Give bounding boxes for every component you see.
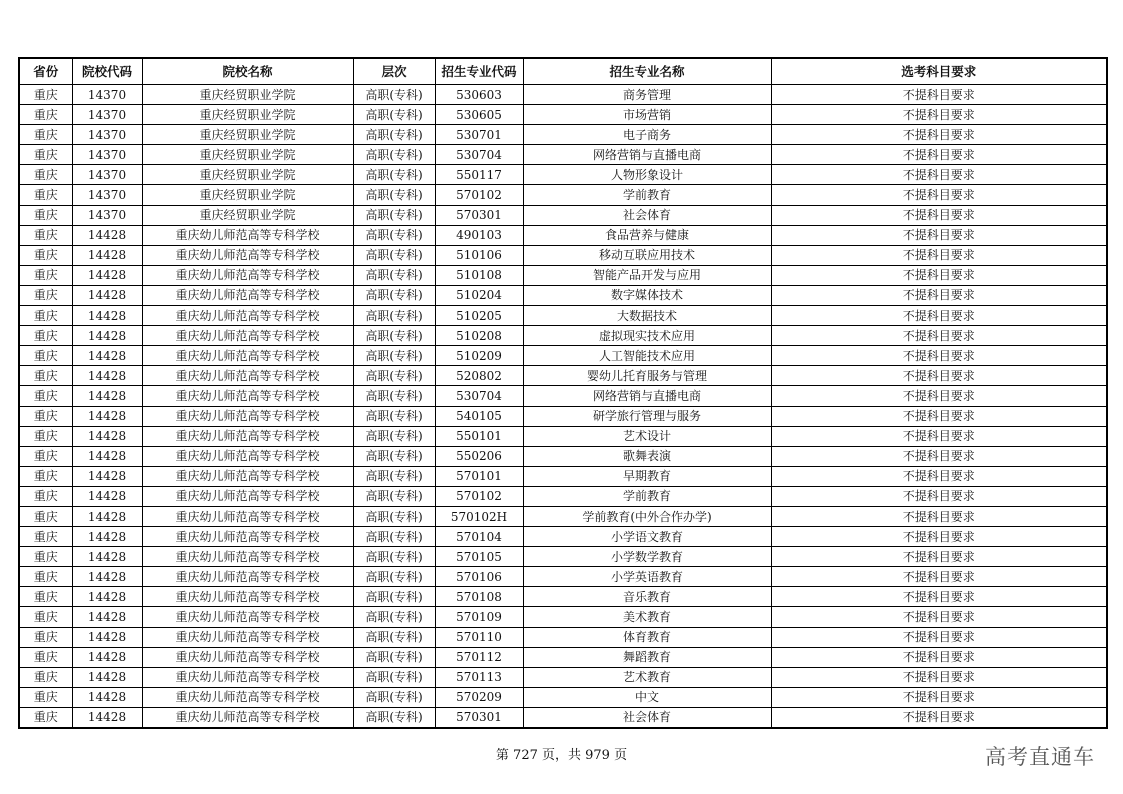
cell-province: 重庆 bbox=[19, 85, 72, 105]
cell-major-code: 510108 bbox=[435, 265, 523, 285]
cell-major-code: 570113 bbox=[435, 667, 523, 687]
cell-major-code: 570108 bbox=[435, 587, 523, 607]
cell-major-code: 570109 bbox=[435, 607, 523, 627]
cell-province: 重庆 bbox=[19, 667, 72, 687]
cell-school-code: 14428 bbox=[72, 486, 142, 506]
cell-school-name: 重庆幼儿师范高等专科学校 bbox=[142, 346, 353, 366]
header-school-code: 院校代码 bbox=[72, 58, 142, 85]
watermark-text: 高考直通车 bbox=[985, 745, 1095, 769]
table-row bbox=[19, 386, 1107, 406]
cell-school-code: 14428 bbox=[72, 346, 142, 366]
cell-province: 重庆 bbox=[19, 205, 72, 225]
table-row bbox=[19, 225, 1107, 245]
cell-school-code: 14428 bbox=[72, 366, 142, 386]
table-row bbox=[19, 306, 1107, 326]
cell-school-name: 重庆幼儿师范高等专科学校 bbox=[142, 607, 353, 627]
cell-major-name: 美术教育 bbox=[523, 607, 771, 627]
cell-major-code: 540105 bbox=[435, 406, 523, 426]
cell-major-name: 商务管理 bbox=[523, 85, 771, 105]
table-row bbox=[19, 707, 1107, 728]
cell-major-code: 570301 bbox=[435, 707, 523, 728]
cell-level: 高职(专科) bbox=[353, 366, 435, 386]
cell-school-code: 14370 bbox=[72, 125, 142, 145]
cell-school-code: 14428 bbox=[72, 326, 142, 346]
cell-level: 高职(专科) bbox=[353, 406, 435, 426]
cell-level: 高职(专科) bbox=[353, 486, 435, 506]
cell-school-name: 重庆幼儿师范高等专科学校 bbox=[142, 547, 353, 567]
cell-subject-requirement: 不提科目要求 bbox=[771, 707, 1107, 728]
cell-school-name: 重庆幼儿师范高等专科学校 bbox=[142, 627, 353, 647]
cell-level: 高职(专科) bbox=[353, 607, 435, 627]
cell-level: 高职(专科) bbox=[353, 687, 435, 707]
cell-province: 重庆 bbox=[19, 225, 72, 245]
cell-subject-requirement: 不提科目要求 bbox=[771, 527, 1107, 547]
table-row bbox=[19, 366, 1107, 386]
cell-school-name: 重庆幼儿师范高等专科学校 bbox=[142, 707, 353, 728]
table-row bbox=[19, 165, 1107, 185]
cell-school-code: 14370 bbox=[72, 85, 142, 105]
table-row bbox=[19, 326, 1107, 346]
cell-province: 重庆 bbox=[19, 125, 72, 145]
cell-level: 高职(专科) bbox=[353, 326, 435, 346]
cell-major-name: 市场营销 bbox=[523, 105, 771, 125]
cell-subject-requirement: 不提科目要求 bbox=[771, 105, 1107, 125]
table-row bbox=[19, 547, 1107, 567]
cell-school-name: 重庆幼儿师范高等专科学校 bbox=[142, 587, 353, 607]
cell-level: 高职(专科) bbox=[353, 567, 435, 587]
cell-school-code: 14428 bbox=[72, 446, 142, 466]
table-row bbox=[19, 687, 1107, 707]
cell-major-name: 网络营销与直播电商 bbox=[523, 386, 771, 406]
cell-major-name: 早期教育 bbox=[523, 466, 771, 486]
cell-province: 重庆 bbox=[19, 647, 72, 667]
cell-province: 重庆 bbox=[19, 265, 72, 285]
cell-school-code: 14428 bbox=[72, 426, 142, 446]
cell-major-name: 小学语文教育 bbox=[523, 527, 771, 547]
cell-major-code: 570209 bbox=[435, 687, 523, 707]
table-row bbox=[19, 506, 1107, 526]
table-row bbox=[19, 406, 1107, 426]
cell-province: 重庆 bbox=[19, 486, 72, 506]
cell-subject-requirement: 不提科目要求 bbox=[771, 587, 1107, 607]
cell-major-name: 艺术设计 bbox=[523, 426, 771, 446]
cell-school-code: 14428 bbox=[72, 667, 142, 687]
cell-level: 高职(专科) bbox=[353, 205, 435, 225]
cell-level: 高职(专科) bbox=[353, 446, 435, 466]
cell-school-code: 14428 bbox=[72, 627, 142, 647]
cell-school-name: 重庆幼儿师范高等专科学校 bbox=[142, 527, 353, 547]
cell-major-name: 研学旅行管理与服务 bbox=[523, 406, 771, 426]
cell-major-name: 学前教育 bbox=[523, 486, 771, 506]
cell-school-name: 重庆幼儿师范高等专科学校 bbox=[142, 326, 353, 346]
cell-school-code: 14428 bbox=[72, 587, 142, 607]
table-row bbox=[19, 647, 1107, 667]
cell-school-code: 14428 bbox=[72, 506, 142, 526]
cell-school-name: 重庆幼儿师范高等专科学校 bbox=[142, 486, 353, 506]
cell-school-name: 重庆经贸职业学院 bbox=[142, 105, 353, 125]
cell-school-code: 14428 bbox=[72, 265, 142, 285]
cell-level: 高职(专科) bbox=[353, 165, 435, 185]
table-row bbox=[19, 587, 1107, 607]
cell-level: 高职(专科) bbox=[353, 506, 435, 526]
cell-subject-requirement: 不提科目要求 bbox=[771, 687, 1107, 707]
cell-level: 高职(专科) bbox=[353, 346, 435, 366]
cell-school-code: 14428 bbox=[72, 306, 142, 326]
cell-school-name: 重庆幼儿师范高等专科学校 bbox=[142, 406, 353, 426]
table-row bbox=[19, 105, 1107, 125]
table-row bbox=[19, 466, 1107, 486]
cell-major-code: 510208 bbox=[435, 326, 523, 346]
cell-school-code: 14370 bbox=[72, 185, 142, 205]
cell-province: 重庆 bbox=[19, 245, 72, 265]
table-row bbox=[19, 125, 1107, 145]
cell-major-name: 智能产品开发与应用 bbox=[523, 265, 771, 285]
cell-major-name: 人物形象设计 bbox=[523, 165, 771, 185]
cell-school-code: 14370 bbox=[72, 205, 142, 225]
cell-level: 高职(专科) bbox=[353, 426, 435, 446]
cell-subject-requirement: 不提科目要求 bbox=[771, 225, 1107, 245]
cell-province: 重庆 bbox=[19, 105, 72, 125]
cell-school-name: 重庆幼儿师范高等专科学校 bbox=[142, 366, 353, 386]
cell-province: 重庆 bbox=[19, 607, 72, 627]
cell-school-name: 重庆幼儿师范高等专科学校 bbox=[142, 687, 353, 707]
cell-school-name: 重庆经贸职业学院 bbox=[142, 145, 353, 165]
cell-school-name: 重庆经贸职业学院 bbox=[142, 165, 353, 185]
cell-school-name: 重庆经贸职业学院 bbox=[142, 205, 353, 225]
cell-province: 重庆 bbox=[19, 707, 72, 728]
cell-school-name: 重庆幼儿师范高等专科学校 bbox=[142, 306, 353, 326]
table-row bbox=[19, 567, 1107, 587]
table-row bbox=[19, 346, 1107, 366]
cell-school-code: 14428 bbox=[72, 607, 142, 627]
cell-major-name: 社会体育 bbox=[523, 707, 771, 728]
cell-province: 重庆 bbox=[19, 185, 72, 205]
cell-school-name: 重庆幼儿师范高等专科学校 bbox=[142, 265, 353, 285]
cell-province: 重庆 bbox=[19, 687, 72, 707]
table-row bbox=[19, 265, 1107, 285]
cell-level: 高职(专科) bbox=[353, 85, 435, 105]
cell-school-code: 14428 bbox=[72, 567, 142, 587]
cell-level: 高职(专科) bbox=[353, 245, 435, 265]
cell-school-name: 重庆幼儿师范高等专科学校 bbox=[142, 567, 353, 587]
cell-school-name: 重庆幼儿师范高等专科学校 bbox=[142, 245, 353, 265]
cell-major-name: 社会体育 bbox=[523, 205, 771, 225]
cell-major-code: 550206 bbox=[435, 446, 523, 466]
cell-major-name: 移动互联应用技术 bbox=[523, 245, 771, 265]
cell-province: 重庆 bbox=[19, 386, 72, 406]
cell-province: 重庆 bbox=[19, 547, 72, 567]
cell-major-name: 婴幼儿托育服务与管理 bbox=[523, 366, 771, 386]
cell-major-code: 530701 bbox=[435, 125, 523, 145]
cell-subject-requirement: 不提科目要求 bbox=[771, 426, 1107, 446]
cell-major-code: 530603 bbox=[435, 85, 523, 105]
cell-school-name: 重庆经贸职业学院 bbox=[142, 185, 353, 205]
table-row bbox=[19, 446, 1107, 466]
cell-major-name: 小学英语教育 bbox=[523, 567, 771, 587]
cell-subject-requirement: 不提科目要求 bbox=[771, 466, 1107, 486]
cell-major-code: 510106 bbox=[435, 245, 523, 265]
cell-major-code: 530704 bbox=[435, 386, 523, 406]
table-row bbox=[19, 486, 1107, 506]
cell-subject-requirement: 不提科目要求 bbox=[771, 547, 1107, 567]
cell-major-code: 570102 bbox=[435, 185, 523, 205]
cell-subject-requirement: 不提科目要求 bbox=[771, 667, 1107, 687]
cell-major-name: 虚拟现实技术应用 bbox=[523, 326, 771, 346]
cell-province: 重庆 bbox=[19, 426, 72, 446]
cell-school-name: 重庆幼儿师范高等专科学校 bbox=[142, 386, 353, 406]
cell-major-code: 510205 bbox=[435, 306, 523, 326]
cell-level: 高职(专科) bbox=[353, 547, 435, 567]
cell-school-code: 14370 bbox=[72, 165, 142, 185]
cell-subject-requirement: 不提科目要求 bbox=[771, 245, 1107, 265]
cell-level: 高职(专科) bbox=[353, 627, 435, 647]
cell-province: 重庆 bbox=[19, 506, 72, 526]
cell-subject-requirement: 不提科目要求 bbox=[771, 85, 1107, 105]
cell-major-name: 歌舞表演 bbox=[523, 446, 771, 466]
cell-level: 高职(专科) bbox=[353, 225, 435, 245]
cell-major-code: 530605 bbox=[435, 105, 523, 125]
cell-subject-requirement: 不提科目要求 bbox=[771, 326, 1107, 346]
cell-school-code: 14428 bbox=[72, 386, 142, 406]
cell-subject-requirement: 不提科目要求 bbox=[771, 607, 1107, 627]
cell-major-code: 570105 bbox=[435, 547, 523, 567]
cell-school-code: 14370 bbox=[72, 145, 142, 165]
header-province: 省份 bbox=[19, 58, 72, 85]
cell-school-name: 重庆幼儿师范高等专科学校 bbox=[142, 225, 353, 245]
cell-level: 高职(专科) bbox=[353, 527, 435, 547]
table-row bbox=[19, 145, 1107, 165]
table-row bbox=[19, 205, 1107, 225]
cell-level: 高职(专科) bbox=[353, 105, 435, 125]
cell-major-name: 人工智能技术应用 bbox=[523, 346, 771, 366]
cell-province: 重庆 bbox=[19, 326, 72, 346]
cell-province: 重庆 bbox=[19, 446, 72, 466]
cell-province: 重庆 bbox=[19, 306, 72, 326]
cell-subject-requirement: 不提科目要求 bbox=[771, 265, 1107, 285]
cell-school-code: 14428 bbox=[72, 687, 142, 707]
cell-subject-requirement: 不提科目要求 bbox=[771, 346, 1107, 366]
cell-subject-requirement: 不提科目要求 bbox=[771, 406, 1107, 426]
cell-school-code: 14428 bbox=[72, 406, 142, 426]
cell-subject-requirement: 不提科目要求 bbox=[771, 386, 1107, 406]
header-level: 层次 bbox=[353, 58, 435, 85]
cell-major-code: 570101 bbox=[435, 466, 523, 486]
cell-subject-requirement: 不提科目要求 bbox=[771, 125, 1107, 145]
header-major-name: 招生专业名称 bbox=[523, 58, 771, 85]
table-row bbox=[19, 607, 1107, 627]
table-row bbox=[19, 627, 1107, 647]
cell-school-code: 14428 bbox=[72, 647, 142, 667]
cell-subject-requirement: 不提科目要求 bbox=[771, 647, 1107, 667]
cell-major-code: 570112 bbox=[435, 647, 523, 667]
cell-major-code: 570301 bbox=[435, 205, 523, 225]
cell-school-code: 14428 bbox=[72, 527, 142, 547]
cell-level: 高职(专科) bbox=[353, 265, 435, 285]
cell-subject-requirement: 不提科目要求 bbox=[771, 205, 1107, 225]
cell-school-name: 重庆幼儿师范高等专科学校 bbox=[142, 426, 353, 446]
cell-major-name: 大数据技术 bbox=[523, 306, 771, 326]
cell-province: 重庆 bbox=[19, 627, 72, 647]
cell-province: 重庆 bbox=[19, 165, 72, 185]
cell-subject-requirement: 不提科目要求 bbox=[771, 627, 1107, 647]
cell-major-name: 电子商务 bbox=[523, 125, 771, 145]
cell-level: 高职(专科) bbox=[353, 386, 435, 406]
cell-school-name: 重庆幼儿师范高等专科学校 bbox=[142, 285, 353, 305]
table-row bbox=[19, 185, 1107, 205]
cell-school-code: 14428 bbox=[72, 466, 142, 486]
cell-subject-requirement: 不提科目要求 bbox=[771, 306, 1107, 326]
cell-major-code: 490103 bbox=[435, 225, 523, 245]
cell-level: 高职(专科) bbox=[353, 466, 435, 486]
table-header-row bbox=[19, 58, 1107, 85]
cell-major-name: 音乐教育 bbox=[523, 587, 771, 607]
cell-province: 重庆 bbox=[19, 567, 72, 587]
cell-major-code: 570106 bbox=[435, 567, 523, 587]
cell-school-code: 14428 bbox=[72, 225, 142, 245]
cell-school-name: 重庆经贸职业学院 bbox=[142, 125, 353, 145]
cell-level: 高职(专科) bbox=[353, 285, 435, 305]
cell-major-name: 中文 bbox=[523, 687, 771, 707]
cell-subject-requirement: 不提科目要求 bbox=[771, 486, 1107, 506]
cell-major-code: 570102 bbox=[435, 486, 523, 506]
cell-school-code: 14428 bbox=[72, 707, 142, 728]
cell-major-code: 520802 bbox=[435, 366, 523, 386]
cell-major-code: 570102H bbox=[435, 506, 523, 526]
cell-major-name: 舞蹈教育 bbox=[523, 647, 771, 667]
cell-level: 高职(专科) bbox=[353, 125, 435, 145]
cell-province: 重庆 bbox=[19, 145, 72, 165]
cell-major-name: 小学数学教育 bbox=[523, 547, 771, 567]
cell-major-code: 510204 bbox=[435, 285, 523, 305]
cell-level: 高职(专科) bbox=[353, 587, 435, 607]
header-major-code: 招生专业代码 bbox=[435, 58, 523, 85]
page-number: 第 727 页，共 979 页 bbox=[495, 748, 628, 763]
cell-major-name: 食品营养与健康 bbox=[523, 225, 771, 245]
cell-subject-requirement: 不提科目要求 bbox=[771, 506, 1107, 526]
cell-level: 高职(专科) bbox=[353, 185, 435, 205]
cell-subject-requirement: 不提科目要求 bbox=[771, 285, 1107, 305]
cell-school-code: 14370 bbox=[72, 105, 142, 125]
cell-major-code: 550101 bbox=[435, 426, 523, 446]
cell-province: 重庆 bbox=[19, 466, 72, 486]
table-row bbox=[19, 245, 1107, 265]
cell-level: 高职(专科) bbox=[353, 145, 435, 165]
cell-major-name: 体育教育 bbox=[523, 627, 771, 647]
cell-school-name: 重庆幼儿师范高等专科学校 bbox=[142, 506, 353, 526]
cell-level: 高职(专科) bbox=[353, 306, 435, 326]
cell-subject-requirement: 不提科目要求 bbox=[771, 165, 1107, 185]
table-row bbox=[19, 85, 1107, 105]
cell-school-code: 14428 bbox=[72, 245, 142, 265]
cell-major-code: 530704 bbox=[435, 145, 523, 165]
table-body bbox=[19, 85, 1107, 729]
cell-major-name: 学前教育 bbox=[523, 185, 771, 205]
cell-school-name: 重庆幼儿师范高等专科学校 bbox=[142, 667, 353, 687]
table-row bbox=[19, 285, 1107, 305]
cell-subject-requirement: 不提科目要求 bbox=[771, 446, 1107, 466]
table-row bbox=[19, 667, 1107, 687]
cell-school-code: 14428 bbox=[72, 547, 142, 567]
cell-province: 重庆 bbox=[19, 346, 72, 366]
cell-major-code: 570110 bbox=[435, 627, 523, 647]
cell-province: 重庆 bbox=[19, 285, 72, 305]
cell-major-name: 网络营销与直播电商 bbox=[523, 145, 771, 165]
cell-level: 高职(专科) bbox=[353, 707, 435, 728]
cell-school-name: 重庆幼儿师范高等专科学校 bbox=[142, 446, 353, 466]
cell-major-name: 数字媒体技术 bbox=[523, 285, 771, 305]
header-school-name: 院校名称 bbox=[142, 58, 353, 85]
cell-major-code: 550117 bbox=[435, 165, 523, 185]
cell-level: 高职(专科) bbox=[353, 647, 435, 667]
cell-school-name: 重庆经贸职业学院 bbox=[142, 85, 353, 105]
cell-subject-requirement: 不提科目要求 bbox=[771, 145, 1107, 165]
cell-major-name: 艺术教育 bbox=[523, 667, 771, 687]
cell-major-code: 570104 bbox=[435, 527, 523, 547]
cell-subject-requirement: 不提科目要求 bbox=[771, 366, 1107, 386]
table-row bbox=[19, 426, 1107, 446]
cell-province: 重庆 bbox=[19, 527, 72, 547]
cell-subject-requirement: 不提科目要求 bbox=[771, 567, 1107, 587]
cell-subject-requirement: 不提科目要求 bbox=[771, 185, 1107, 205]
cell-school-name: 重庆幼儿师范高等专科学校 bbox=[142, 466, 353, 486]
admissions-table bbox=[18, 57, 1108, 729]
cell-major-name: 学前教育(中外合作办学) bbox=[523, 506, 771, 526]
cell-major-code: 510209 bbox=[435, 346, 523, 366]
header-subject-requirement: 选考科目要求 bbox=[771, 58, 1107, 85]
table-row bbox=[19, 527, 1107, 547]
cell-province: 重庆 bbox=[19, 587, 72, 607]
cell-level: 高职(专科) bbox=[353, 667, 435, 687]
cell-province: 重庆 bbox=[19, 406, 72, 426]
cell-school-code: 14428 bbox=[72, 285, 142, 305]
cell-school-name: 重庆幼儿师范高等专科学校 bbox=[142, 647, 353, 667]
cell-province: 重庆 bbox=[19, 366, 72, 386]
